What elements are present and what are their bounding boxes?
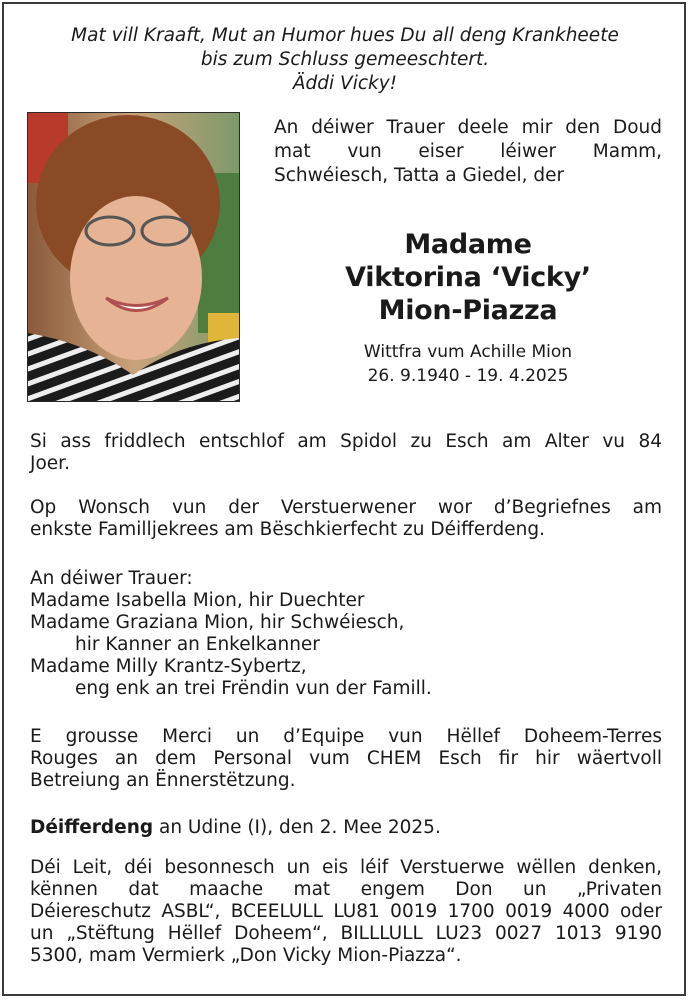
mourner-line: Madame Milly Krantz-Sybertz, (30, 656, 307, 677)
mourner-line: hir Kanner an Enkelkanner (75, 634, 320, 655)
intro-text (274, 116, 662, 188)
mourners-list (30, 568, 662, 700)
funeral-notice (30, 497, 662, 541)
text-line: Rouges an dem Personal vum CHEM Esch fir hir wäertvoll (30, 748, 662, 769)
donation-text (30, 857, 662, 967)
mourner-line: Madame Isabella Mion, hir Duechter (30, 590, 365, 611)
mourner-line: Madame Graziana Mion, hir Schwéiesch, (30, 612, 405, 633)
widow-of: Wittfra vum Achille Mion (363, 342, 573, 362)
motto-line: Mat vill Kraaft, Mut an Humor hues Du all deng Krankheete (71, 25, 619, 46)
place-date-text: an Udine (I), den 2. Mee 2025. (153, 817, 441, 838)
text-line: Si ass friddlech entschlof am Spidol zu Esch am Alter vu 84 (30, 431, 662, 452)
death-notice (30, 431, 662, 475)
name-line: Madame (404, 229, 532, 260)
text-line: Déiereschutz ASBL“, BCEELULL LU81 0019 1700 0019 4000 oder (30, 901, 662, 922)
text-line: Betreiung an Ënnerstëtzung. (30, 770, 296, 791)
text-line: 5300, mam Vermierk „Don Vicky Mion-Piazza“. (30, 945, 462, 966)
text-line: E grousse Merci un d’Equipe vun Hëllef Doheem-Terres (30, 726, 662, 747)
life-dates: 26. 9.1940 - 19. 4.2025 (367, 366, 569, 386)
text-line: Déi Leit, déi besonnesch un eis léif Verstuerwe wëllen denken, (30, 857, 662, 878)
text-line: enkste Familljekrees am Bëschkierfecht zu Déifferdeng. (30, 519, 545, 540)
motto (0, 24, 690, 96)
place-date (30, 817, 662, 839)
mourners-heading: An déiwer Trauer: (30, 568, 193, 589)
text-line: un „Stëftung Hëllef Doheem“, BILLLULL LU23 0027 1013 9190 (30, 923, 662, 944)
deceased-name (274, 228, 662, 327)
name-line: Mion-Piazza (378, 295, 558, 326)
intro-line: mat vun eiser léiwer Mamm, (274, 141, 662, 162)
intro-line: Schwéiesch, Tatta a Giedel, der (274, 165, 565, 186)
life-details (274, 340, 662, 388)
name-line: Viktorina ‘Vicky’ (345, 262, 591, 293)
thanks-text (30, 726, 662, 792)
text-line: Joer. (30, 453, 70, 474)
text-line: Op Wonsch vun der Verstuerwener wor d’Begriefnes am (30, 497, 662, 518)
text-line: kënnen dat maache mat engem Don un „Privaten (30, 879, 662, 900)
place-name: Déifferdeng (30, 817, 154, 838)
mourner-line: eng enk an trei Frëndin vun der Famill. (75, 678, 432, 699)
motto-line: bis zum Schluss gemeeschtert. (200, 49, 490, 70)
portrait-photo (27, 112, 240, 402)
motto-line: Äddi Vicky! (292, 73, 398, 94)
portrait-illustration (28, 113, 239, 401)
intro-line: An déiwer Trauer deele mir den Doud (274, 117, 662, 138)
